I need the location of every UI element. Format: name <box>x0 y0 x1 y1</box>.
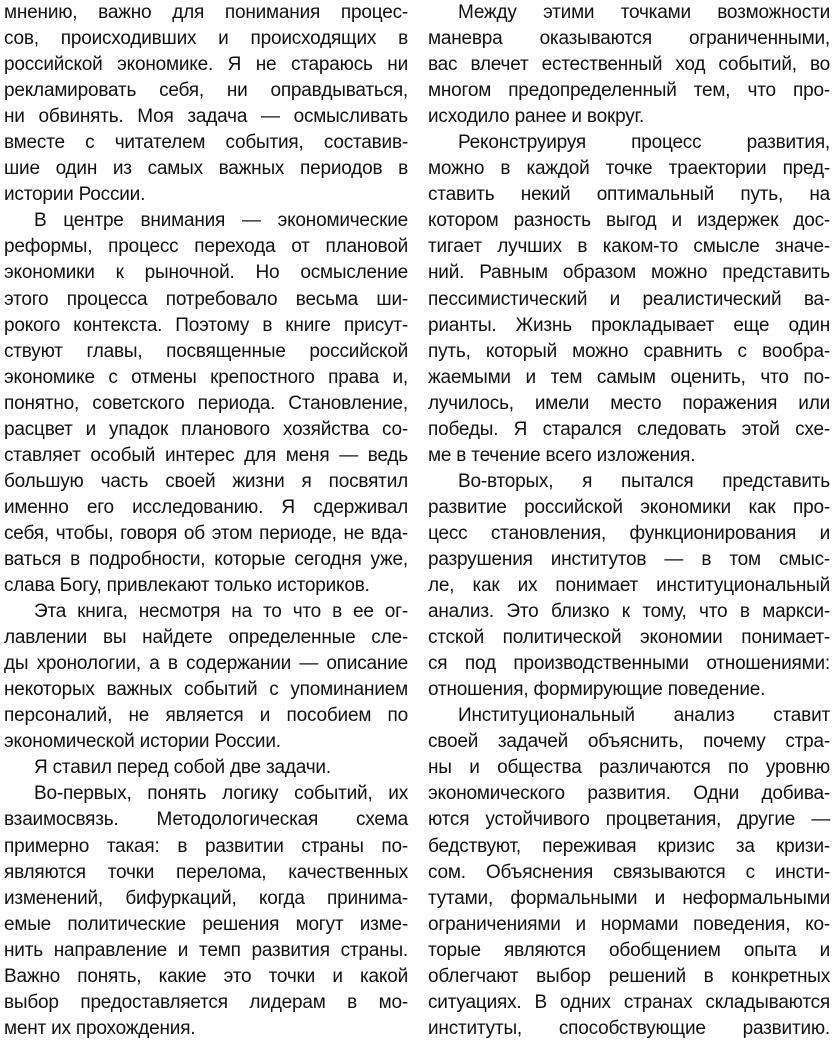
text-line: экономической истории России. <box>4 731 281 753</box>
text-line: цесс становления, функционирования и <box>428 522 830 544</box>
text-line: ни обвинять. Моя задача — осмысливать <box>4 106 408 128</box>
text-line: разрушения институтов — в том смыс- <box>428 548 830 570</box>
text-line: выбор предоставляется лидерам в мо- <box>4 991 408 1013</box>
text-line: развитие российской экономики как про- <box>428 496 830 518</box>
text-line: взаимосвязь. Методологическая схема <box>4 809 408 831</box>
text-line: вместе с читателем события, составив- <box>4 132 408 154</box>
text-line: истории России. <box>4 184 146 206</box>
text-line: большую часть своей жизни я посвятил <box>4 470 408 492</box>
text-line: В центре внимания — экономические <box>34 210 408 232</box>
text-line: тигает лучших в каком-то смысле значе- <box>428 236 830 258</box>
text-line: ний. Равным образом можно представить <box>428 262 830 284</box>
text-line: российской экономике. Я не стараюсь ни <box>4 54 408 76</box>
text-line: ле, как их понимает институциональный <box>428 575 830 597</box>
text-line: институты, способствующие развитию. <box>428 1017 830 1039</box>
text-line: победы. Я старался следовать этой схе- <box>428 418 830 440</box>
text-line: лучилось, имели место поражения или <box>428 392 830 414</box>
text-line: понятно, советского периода. Становление, <box>4 392 408 414</box>
text-line: жаемыми и тем самым оценить, что по- <box>428 366 830 388</box>
text-line: ны и общества различаются по уровню <box>428 757 830 779</box>
text-line: сов, происходивших и происходящих в <box>4 28 408 50</box>
text-line: мнению, важно для понимания процес- <box>4 2 408 23</box>
text-line: Во-первых, понять логику событий, их <box>34 783 408 805</box>
text-line: ствуют главы, посвященные российской <box>4 340 408 362</box>
text-line: стской политической экономии понимает- <box>428 627 830 649</box>
text-line: анализ. Это близко к тому, что в маркси- <box>428 601 830 623</box>
right-text-column <box>428 0 830 1042</box>
text-line: мент их прохождения. <box>4 1017 196 1039</box>
left-text-column <box>4 0 408 1042</box>
text-line: лавлении вы найдете определенные сле- <box>4 627 408 649</box>
text-line: этого процесса потребовало весьма ши- <box>4 288 408 310</box>
text-line: являются точки перелома, качественных <box>4 861 408 883</box>
text-line: Важно понять, какие это точки и какой <box>4 965 408 987</box>
text-line: облегчают выбор решений в конкретных <box>428 965 830 987</box>
text-line: путь, который можно сравнить с вообра- <box>428 340 830 362</box>
text-line: ме в течение всего изложения. <box>428 444 696 466</box>
text-line: себя, чтобы, говоря об этом периоде, не вда- <box>4 522 408 544</box>
text-line: реформы, процесс перехода от плановой <box>4 236 408 258</box>
text-line: расцвет и упадок планового хозяйства со- <box>4 418 408 440</box>
text-line: ды хронологии, а в содержании — описание <box>4 653 408 675</box>
text-line: шие один из самых важных периодов в <box>4 158 408 180</box>
text-line: ограничениями и нормами поведения, ко- <box>428 913 830 935</box>
text-line: ваться в подробности, которые сегодня уже, <box>4 548 408 570</box>
text-line: сом. Объяснения связываются с инсти- <box>428 861 830 883</box>
text-line: примерно такая: в развитии страны по- <box>4 835 408 857</box>
text-line: Реконструируя процесс развития, <box>458 132 830 154</box>
text-line: именно его исследованию. Я сдерживал <box>4 496 408 518</box>
text-line: Эта книга, несмотря на то что в ее ог- <box>34 601 408 623</box>
text-line: изменений, бифуркаций, когда принима- <box>4 887 408 909</box>
text-line: вас влечет естественный ход событий, во <box>428 54 830 76</box>
text-line: можно в каждой точке траектории пред- <box>428 158 830 180</box>
text-line: экономики к рыночной. Но осмысление <box>4 262 408 284</box>
text-line: ся под производственными отношениями: <box>428 653 830 675</box>
text-line: Между этими точками возможности <box>458 2 830 23</box>
text-line: рианты. Жизнь прокладывает еще один <box>428 314 830 336</box>
text-line: исходило ранее и вокруг. <box>428 106 645 128</box>
text-line: пессимистический и реалистический ва- <box>428 288 830 310</box>
text-line: слава Богу, привлекают только историков. <box>4 575 370 597</box>
text-line: Я ставил перед собой две задачи. <box>34 757 331 779</box>
text-line: тутами, формальными и неформальными <box>428 887 830 909</box>
text-line: бедствуют, переживая кризис за кризи- <box>428 835 830 857</box>
text-line: рекламировать себя, ни оправдываться, <box>4 80 408 102</box>
text-line: некоторых важных событий с упоминанием <box>4 679 408 701</box>
text-line: отношения, формирующие поведение. <box>428 679 766 701</box>
text-line: торые являются обобщением опыта и <box>428 939 830 961</box>
text-line: рокого контекста. Поэтому в книге присут- <box>4 314 408 336</box>
text-line: ситуациях. В одних странах складываются <box>428 991 830 1013</box>
text-line: экономике с отмены крепостного права и, <box>4 366 408 388</box>
text-line: своей задачей объяснить, почему стра- <box>428 731 830 753</box>
text-line: нить направление и темп развития страны. <box>4 939 408 961</box>
text-line: экономического развития. Одни добива- <box>428 783 830 805</box>
text-line: ставить некий оптимальный путь, на <box>428 184 830 206</box>
text-line: Во-вторых, я пытался представить <box>458 470 830 492</box>
text-line: ются устойчивого процветания, другие — <box>428 809 830 831</box>
text-line: маневра оказываются ограниченными, <box>428 28 830 50</box>
text-line: многом предопределенный тем, что про- <box>428 80 830 102</box>
text-line: емые политические решения могут изме- <box>4 913 408 935</box>
text-line: котором разность выгод и издержек дос- <box>428 210 830 232</box>
text-line: ставляет особый интерес для меня — ведь <box>4 444 408 466</box>
text-line: Институциональный анализ ставит <box>458 705 830 727</box>
text-line: персоналий, не является и пособием по <box>4 705 408 727</box>
